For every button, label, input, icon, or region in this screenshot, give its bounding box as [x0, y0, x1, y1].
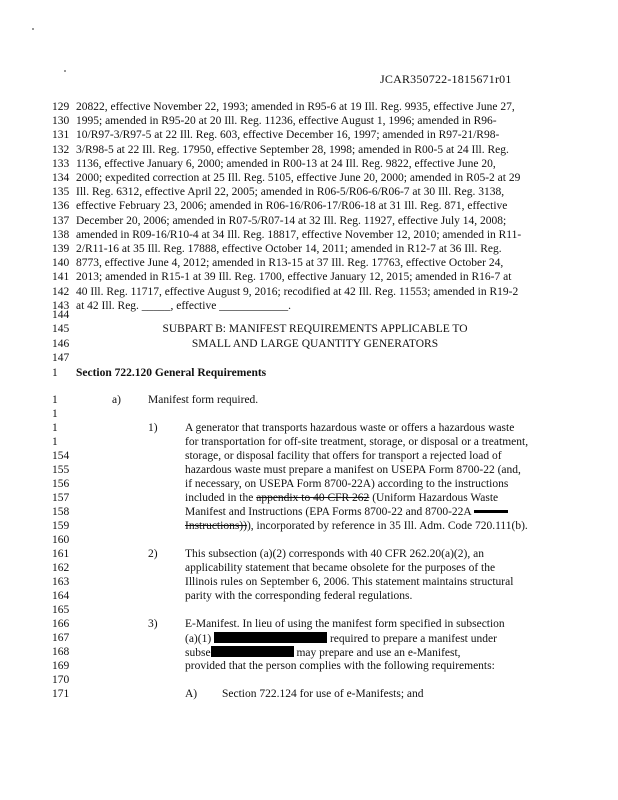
paragraph-3-line	[185, 646, 461, 659]
line-number: 163	[52, 576, 70, 588]
item-A-text: Section 722.124 for use of e-Manifests; and	[222, 688, 424, 700]
line-number: 141	[52, 271, 70, 283]
scan-speck	[64, 70, 66, 72]
line-number: 1	[52, 436, 58, 448]
line-number: 170	[52, 674, 70, 686]
line-number: 159	[52, 520, 70, 532]
line-number: 144	[52, 309, 70, 321]
source-note-line: 2013; amended in R15-1 at 39 Ill. Reg. 1700, effective January 12, 2015; amended in R16-7 at	[76, 271, 512, 283]
subpart-heading-line1: SUBPART B: MANIFEST REQUIREMENTS APPLICABLE TO	[162, 323, 468, 335]
source-note-line: 40 Ill. Reg. 11717, effective August 9, 2016; recodified at 42 Ill. Reg. 11553; amended in R19-2	[76, 286, 519, 298]
paragraph-1-line: hazardous waste must prepare a manifest on USEPA Form 8700-22 (and,	[185, 464, 521, 476]
source-note-line: December 20, 2006; amended in R07-5/R07-14 at 32 Ill. Reg. 11927, effective July 14, 2008;	[76, 215, 507, 227]
line-number: 137	[52, 215, 70, 227]
source-note-line: 1136, effective January 6, 2000; amended in R00-13 at 24 Ill. Reg. 9822, effective June 20,	[76, 158, 496, 170]
text-segment: subse	[185, 647, 211, 659]
paragraph-1-line: for transportation for off-site treatment, storage, or disposal or a treatment,	[185, 436, 529, 448]
redaction-block	[211, 646, 294, 657]
line-number: 155	[52, 464, 70, 476]
paragraph-1-line: storage, or disposal facility that offers for transport a rejected load of	[185, 450, 502, 462]
line-number: 130	[52, 115, 70, 127]
line-number: 1	[52, 422, 58, 434]
text-segment: ), incorporated by reference in 35 Ill. Adm. Code 720.111(b).	[246, 520, 528, 532]
paragraph-1-line: A generator that transports hazardous waste or offers a hazardous waste	[185, 422, 515, 434]
subsection-a-label: a)	[112, 394, 121, 406]
line-number: 154	[52, 450, 70, 462]
section-title: Section 722.120 General Requirements	[76, 367, 267, 379]
line-number: 147	[52, 352, 70, 364]
source-note-line: amended in R09-16/R10-4 at 34 Ill. Reg. 18817, effective November 12, 2010; amended in R11-	[76, 229, 522, 241]
text-segment: may prepare and use an e-Manifest,	[293, 647, 461, 659]
line-number: 157	[52, 492, 70, 504]
text-segment: included in the	[185, 492, 257, 504]
line-number: 131	[52, 129, 70, 141]
document-id: JCAR350722-1815671r01	[380, 72, 512, 86]
paragraph-1-line	[185, 520, 528, 532]
line-number: 133	[52, 158, 70, 170]
paragraph-2-label: 2)	[148, 548, 158, 560]
source-note-line: 10/R97-3/R97-5 at 22 Ill. Reg. 603, effective December 16, 1997; amended in R97-21/R98-	[76, 129, 500, 141]
line-number: 164	[52, 590, 70, 602]
source-note-line: 1995; amended in R95-20 at 20 Ill. Reg. 11236, effective August 1, 1996; amended in R96-	[76, 115, 497, 127]
line-number: 143	[52, 300, 70, 312]
line-number: 160	[52, 534, 70, 546]
line-number: 1	[52, 408, 58, 420]
paragraph-2-line: Illinois rules on September 6, 2006. This statement maintains structural	[185, 576, 514, 588]
line-number: 140	[52, 257, 70, 269]
item-A-label: A)	[185, 688, 198, 700]
line-number: 162	[52, 562, 70, 574]
line-number: 136	[52, 200, 70, 212]
line-number: 1	[52, 367, 58, 379]
source-note-line: at 42 Ill. Reg. _____, effective ____________.	[76, 300, 292, 312]
line-number: 165	[52, 604, 70, 616]
paragraph-2-line: applicability statement that became obsolete for the purposes of the	[185, 562, 496, 574]
line-number: 142	[52, 286, 70, 298]
paragraph-3-label: 3)	[148, 618, 158, 630]
line-number: 156	[52, 478, 70, 490]
line-number: 146	[52, 338, 70, 350]
text-segment: required to prepare a manifest under	[327, 633, 497, 645]
line-number: 129	[52, 101, 70, 113]
paragraph-1-line: if necessary, on USEPA Form 8700-22A) according to the instructions	[185, 478, 509, 490]
line-number: 145	[52, 323, 70, 335]
text-segment: (a)(1)	[185, 633, 215, 645]
redaction-block	[214, 632, 327, 643]
paragraph-2-line: This subsection (a)(2) corresponds with 40 CFR 262.20(a)(2), an	[185, 548, 484, 560]
paragraph-3-line	[185, 632, 497, 645]
deleted-text: appendix to 40 CFR 262	[256, 492, 370, 504]
line-number: 166	[52, 618, 70, 630]
paragraph-1-label: 1)	[148, 422, 158, 434]
text-segment: Manifest and Instructions (EPA Forms 8700-22 and 8700-22A	[185, 506, 474, 518]
line-number: 139	[52, 243, 70, 255]
subsection-a-text: Manifest form required.	[148, 394, 259, 406]
line-number: 1	[52, 394, 58, 406]
paragraph-2-line: parity with the corresponding federal regulations.	[185, 590, 413, 602]
source-note-line: 3/R98-5 at 22 Ill. Reg. 17950, effective September 28, 1998; amended in R00-5 at 24 Ill. Reg.	[76, 144, 509, 156]
source-note-line: 2/R11-16 at 35 Ill. Reg. 17888, effective October 14, 2011; amended in R12-7 at 36 Ill. Reg.	[76, 243, 502, 255]
line-number: 161	[52, 548, 70, 560]
source-note-line: effective February 23, 2006; amended in R06-16/R06-17/R06-18 at 31 Ill. Reg. 871, effective	[76, 200, 508, 212]
subpart-heading-line2: SMALL AND LARGE QUANTITY GENERATORS	[191, 338, 439, 350]
source-note-line: 20822, effective November 22, 1993; amended in R95-6 at 19 Ill. Reg. 9935, effective June 27,	[76, 101, 515, 113]
line-number: 138	[52, 229, 70, 241]
line-number: 158	[52, 506, 70, 518]
line-number: 134	[52, 172, 70, 184]
source-note-line: 2000; expedited correction at 25 Ill. Reg. 5105, effective June 20, 2000; amended in R05-2 at 29	[76, 172, 521, 184]
paragraph-3-line: E-Manifest. In lieu of using the manifest form specified in subsection	[185, 618, 505, 630]
line-number: 171	[52, 688, 70, 700]
paragraph-1-line	[185, 506, 508, 518]
source-note-line: Ill. Reg. 6312, effective April 22, 2005; amended in R06-5/R06-6/R06-7 at 30 Ill. Reg. 3138,	[76, 186, 505, 198]
paragraph-3-line: provided that the person complies with the following requirements:	[185, 660, 495, 672]
line-number: 167	[52, 632, 70, 644]
deleted-text: Instructions))	[185, 520, 247, 532]
paragraph-1-line	[185, 492, 498, 504]
line-number: 168	[52, 646, 70, 658]
redaction-mark	[474, 510, 508, 513]
line-number: 135	[52, 186, 70, 198]
text-segment: (Uniform Hazardous Waste	[369, 492, 499, 504]
line-number: 169	[52, 660, 70, 672]
scan-speck	[32, 28, 34, 30]
line-number: 132	[52, 144, 70, 156]
source-note-line: 8773, effective June 4, 2012; amended in R13-15 at 37 Ill. Reg. 17763, effective October 24,	[76, 257, 504, 269]
